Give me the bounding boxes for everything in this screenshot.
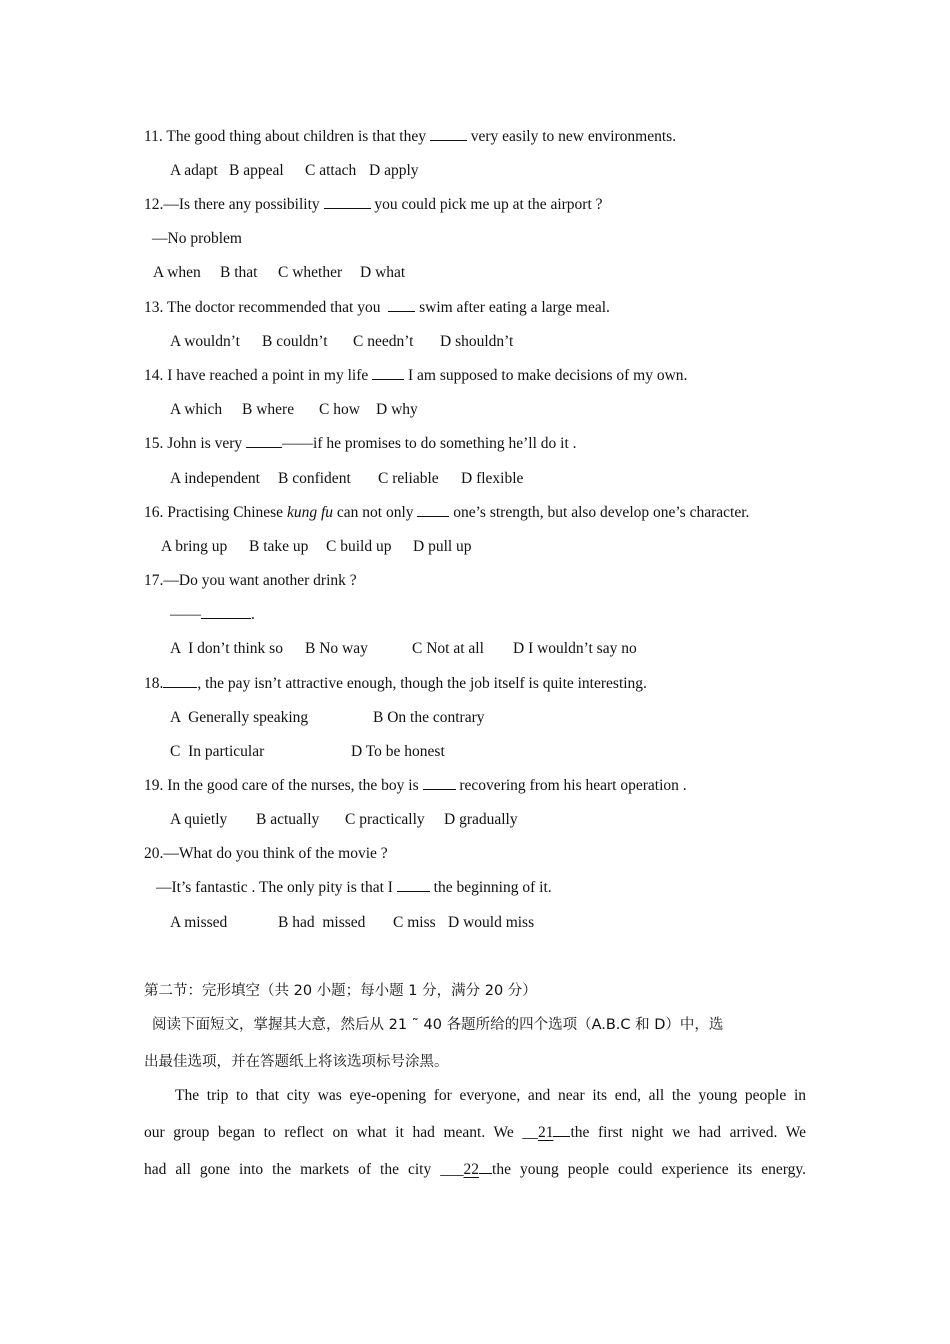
option-b: B confident [278,470,351,487]
dialogue-reply [156,878,552,898]
question-14 [144,366,687,386]
question-stem: recovering from his heart operation . [459,777,687,794]
question-19 [144,776,687,796]
option-b: B couldn’t [262,333,328,350]
passage-text: had all gone into the markets of the city [144,1161,432,1178]
option-a: A wouldn’t [170,333,240,350]
option-a: A which [170,401,223,418]
question-stem: ——if he promises to do something he’ll do it . [282,435,577,452]
option-b: B had missed [278,914,366,931]
question-stem: can not only [336,504,414,521]
option-d: D pull up [413,538,472,555]
option-d: D I wouldn’t say no [513,640,637,657]
option-a: A I don’t think so [170,640,283,657]
question-number: 12. [144,196,164,213]
option-b: B take up [249,538,309,555]
answer-blank [417,503,449,517]
option-b: B No way [305,640,368,657]
answer-blank [372,366,404,380]
question-20 [144,844,388,864]
question-stem: What do you think of the movie ? [178,845,388,862]
option-a: A adapt [170,162,218,179]
question-15 [144,434,577,454]
option-d: D what [360,264,406,281]
option-c: C how [319,401,360,418]
option-a: A bring up [161,538,228,555]
option-a: A quietly [170,811,228,828]
option-b: B where [242,401,295,418]
question-stem: I have reached a point in my life [167,367,369,384]
question-stem: swim after eating a large meal. [419,299,610,316]
option-a: A Generally speaking [170,709,309,726]
option-d: D flexible [461,470,524,487]
question-number: 20. [144,845,164,862]
question-stem: , the pay isn’t attractive enough, though the job itself is quite interesting. [197,675,647,692]
option-b: B On the contrary [373,709,485,726]
answer-blank [324,195,371,209]
dialogue-reply [170,605,255,625]
option-c: C practically [345,811,425,828]
option-a: A missed [170,914,228,931]
passage-line: our group began to reflect on what it had meant. We __21 the first night we had arrived. We [144,1124,807,1141]
question-number: 18. [144,675,164,692]
passage-text: our group began to reflect on what it had meant. We [144,1124,514,1141]
question-number: 15. [144,435,164,452]
option-d: D shouldn’t [440,333,514,350]
option-a: A independent [170,470,260,487]
option-a: A when [153,264,201,281]
answer-blank [553,1123,570,1137]
option-d: D apply [369,162,419,179]
question-16 [144,503,749,523]
question-stem: very easily to new environments. [470,128,677,145]
option-c: C Not at all [412,640,484,657]
section-heading: 第二节：完形填空（共 20 小题；每小题 1 分，满分 20 分） [144,983,537,999]
answer-blank [201,605,251,619]
dialogue-dash: — [163,572,179,589]
passage-line: The trip to that city was eye-opening for everyone, and near its end, all the young people in [175,1087,806,1104]
dialogue-text: —It’s fantastic . The only pity is that I [156,879,393,896]
question-stem: Is there any possibility [178,196,320,213]
answer-blank [423,776,456,790]
option-d: D why [376,401,418,418]
option-b: B actually [256,811,320,828]
option-c: C whether [278,264,343,281]
passage-line: had all gone into the markets of the city ___22 the young people could experience its energy. [144,1161,806,1178]
dialogue-text: the beginning of it. [433,879,552,896]
question-11 [144,127,676,147]
option-d: D would miss [448,914,535,931]
option-c: C needn’t [353,333,414,350]
italic-term: kung fu [286,504,333,521]
question-12 [144,195,603,215]
passage-text: the first night we had arrived. We [570,1124,807,1141]
question-stem: you could pick me up at the airport ? [374,196,603,213]
question-number: 11. [144,128,163,145]
answer-blank [388,298,415,312]
dialogue-dash: — [163,196,179,213]
option-c: C attach [305,162,357,179]
dialogue-reply: —No problem [152,230,242,247]
answer-blank [430,127,467,141]
option-d: D gradually [444,811,518,828]
question-number: 16. [144,504,164,521]
period: . [251,606,255,623]
question-stem: one’s strength, but also develop one’s character. [453,504,750,521]
dialogue-dash: — [163,845,179,862]
cloze-blank-22: 22 [463,1161,480,1178]
option-d: D To be honest [351,743,445,760]
question-18 [144,674,647,694]
option-b: B appeal [229,162,284,179]
section-instruction: 出最佳选项，并在答题纸上将该选项标号涂黑。 [144,1054,449,1070]
answer-blank [397,878,430,892]
section-instruction: 阅读下面短文，掌握其大意，然后从 21 ˜ 40 各题所给的四个选项（A.B.C 和 D）中，选 [152,1017,724,1033]
question-number: 13. [144,299,164,316]
question-number: 19. [144,777,164,794]
option-c: C reliable [378,470,439,487]
question-number: 14. [144,367,164,384]
question-stem: Do you want another drink ? [178,572,357,589]
option-c: C build up [326,538,392,555]
question-stem: The doctor recommended that you [166,299,381,316]
question-17 [144,571,357,591]
answer-blank [479,1160,492,1174]
question-stem: I am supposed to make decisions of my own. [408,367,688,384]
question-stem: In the good care of the nurses, the boy is [167,777,419,794]
question-stem: The good thing about children is that they [166,128,426,145]
question-number: 17. [144,572,164,589]
question-13 [144,298,610,318]
passage-text: the young people could experience its energy. [492,1161,806,1178]
option-c: C In particular [170,743,265,760]
dialogue-dash: —— [170,606,201,623]
question-stem: John is very [167,435,243,452]
option-b: B that [220,264,258,281]
answer-blank [246,434,282,448]
question-stem: Practising Chinese [167,504,284,521]
cloze-blank-21: 21 [537,1124,554,1141]
option-c: C miss [393,914,436,931]
answer-blank [163,674,197,688]
